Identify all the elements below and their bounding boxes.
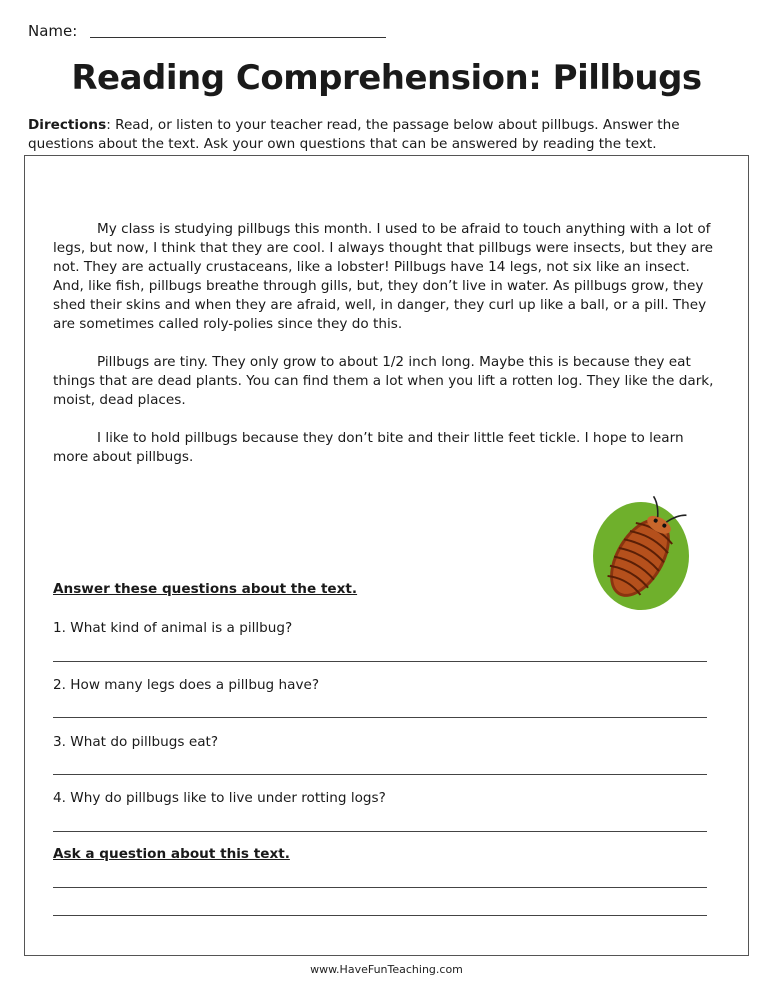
reading-passage: [53, 220, 721, 486]
questions-heading: Answer these questions about the text.: [53, 581, 358, 597]
ask-question-heading: Ask a question about this text.: [53, 846, 290, 862]
answer-line-1[interactable]: [53, 661, 707, 662]
name-label: Name:: [28, 22, 78, 40]
passage-paragraph: Pillbugs are tiny. They only grow to about 1/2 inch long. Maybe this is because they eat things that are dead plants. You can find them a lot when you lift a rotten log. They like the dark, moist, dead places.: [53, 354, 714, 408]
directions: [28, 116, 728, 154]
question-2: 2. How many legs does a pillbug have?: [53, 677, 320, 693]
answer-line-4[interactable]: [53, 831, 707, 832]
pillbug-illustration: [592, 492, 694, 612]
passage-paragraph: I like to hold pillbugs because they don’t bite and their little feet tickle. I hope to learn more about pillbugs.: [53, 430, 684, 465]
page-title: Reading Comprehension: Pillbugs: [71, 58, 702, 98]
directions-label: Directions: [28, 117, 107, 133]
answer-line-3[interactable]: [53, 774, 707, 775]
name-field[interactable]: [90, 37, 386, 38]
footer-website: www.HaveFunTeaching.com: [310, 963, 463, 976]
directions-text: : Read, or listen to your teacher read, the passage below about pillbugs. Answer the questions about the text. Ask your own questions that can be answered by reading the text.: [28, 117, 680, 152]
passage-paragraph: My class is studying pillbugs this month. I used to be afraid to touch anything with a lot of legs, but now, I think that they are cool. I always thought that pillbugs were insects, but they are not. They are actually crustaceans, like a lobster! Pillbugs have 14 legs, not six like an insect. And, like fish, pillbugs breathe through gills, but, they don’t live in water. As pillbugs grow, they shed their skins and when they are afraid, well, in danger, they curl up like a ball, or a pill. They are sometimes called roly-polies since they do this.: [53, 221, 714, 332]
question-3: 3. What do pillbugs eat?: [53, 734, 219, 750]
answer-line-2[interactable]: [53, 717, 707, 718]
question-1: 1. What kind of animal is a pillbug?: [53, 620, 293, 636]
question-4: 4. Why do pillbugs like to live under rotting logs?: [53, 790, 386, 806]
ask-line-2[interactable]: [53, 915, 707, 916]
ask-line-1[interactable]: [53, 887, 707, 888]
